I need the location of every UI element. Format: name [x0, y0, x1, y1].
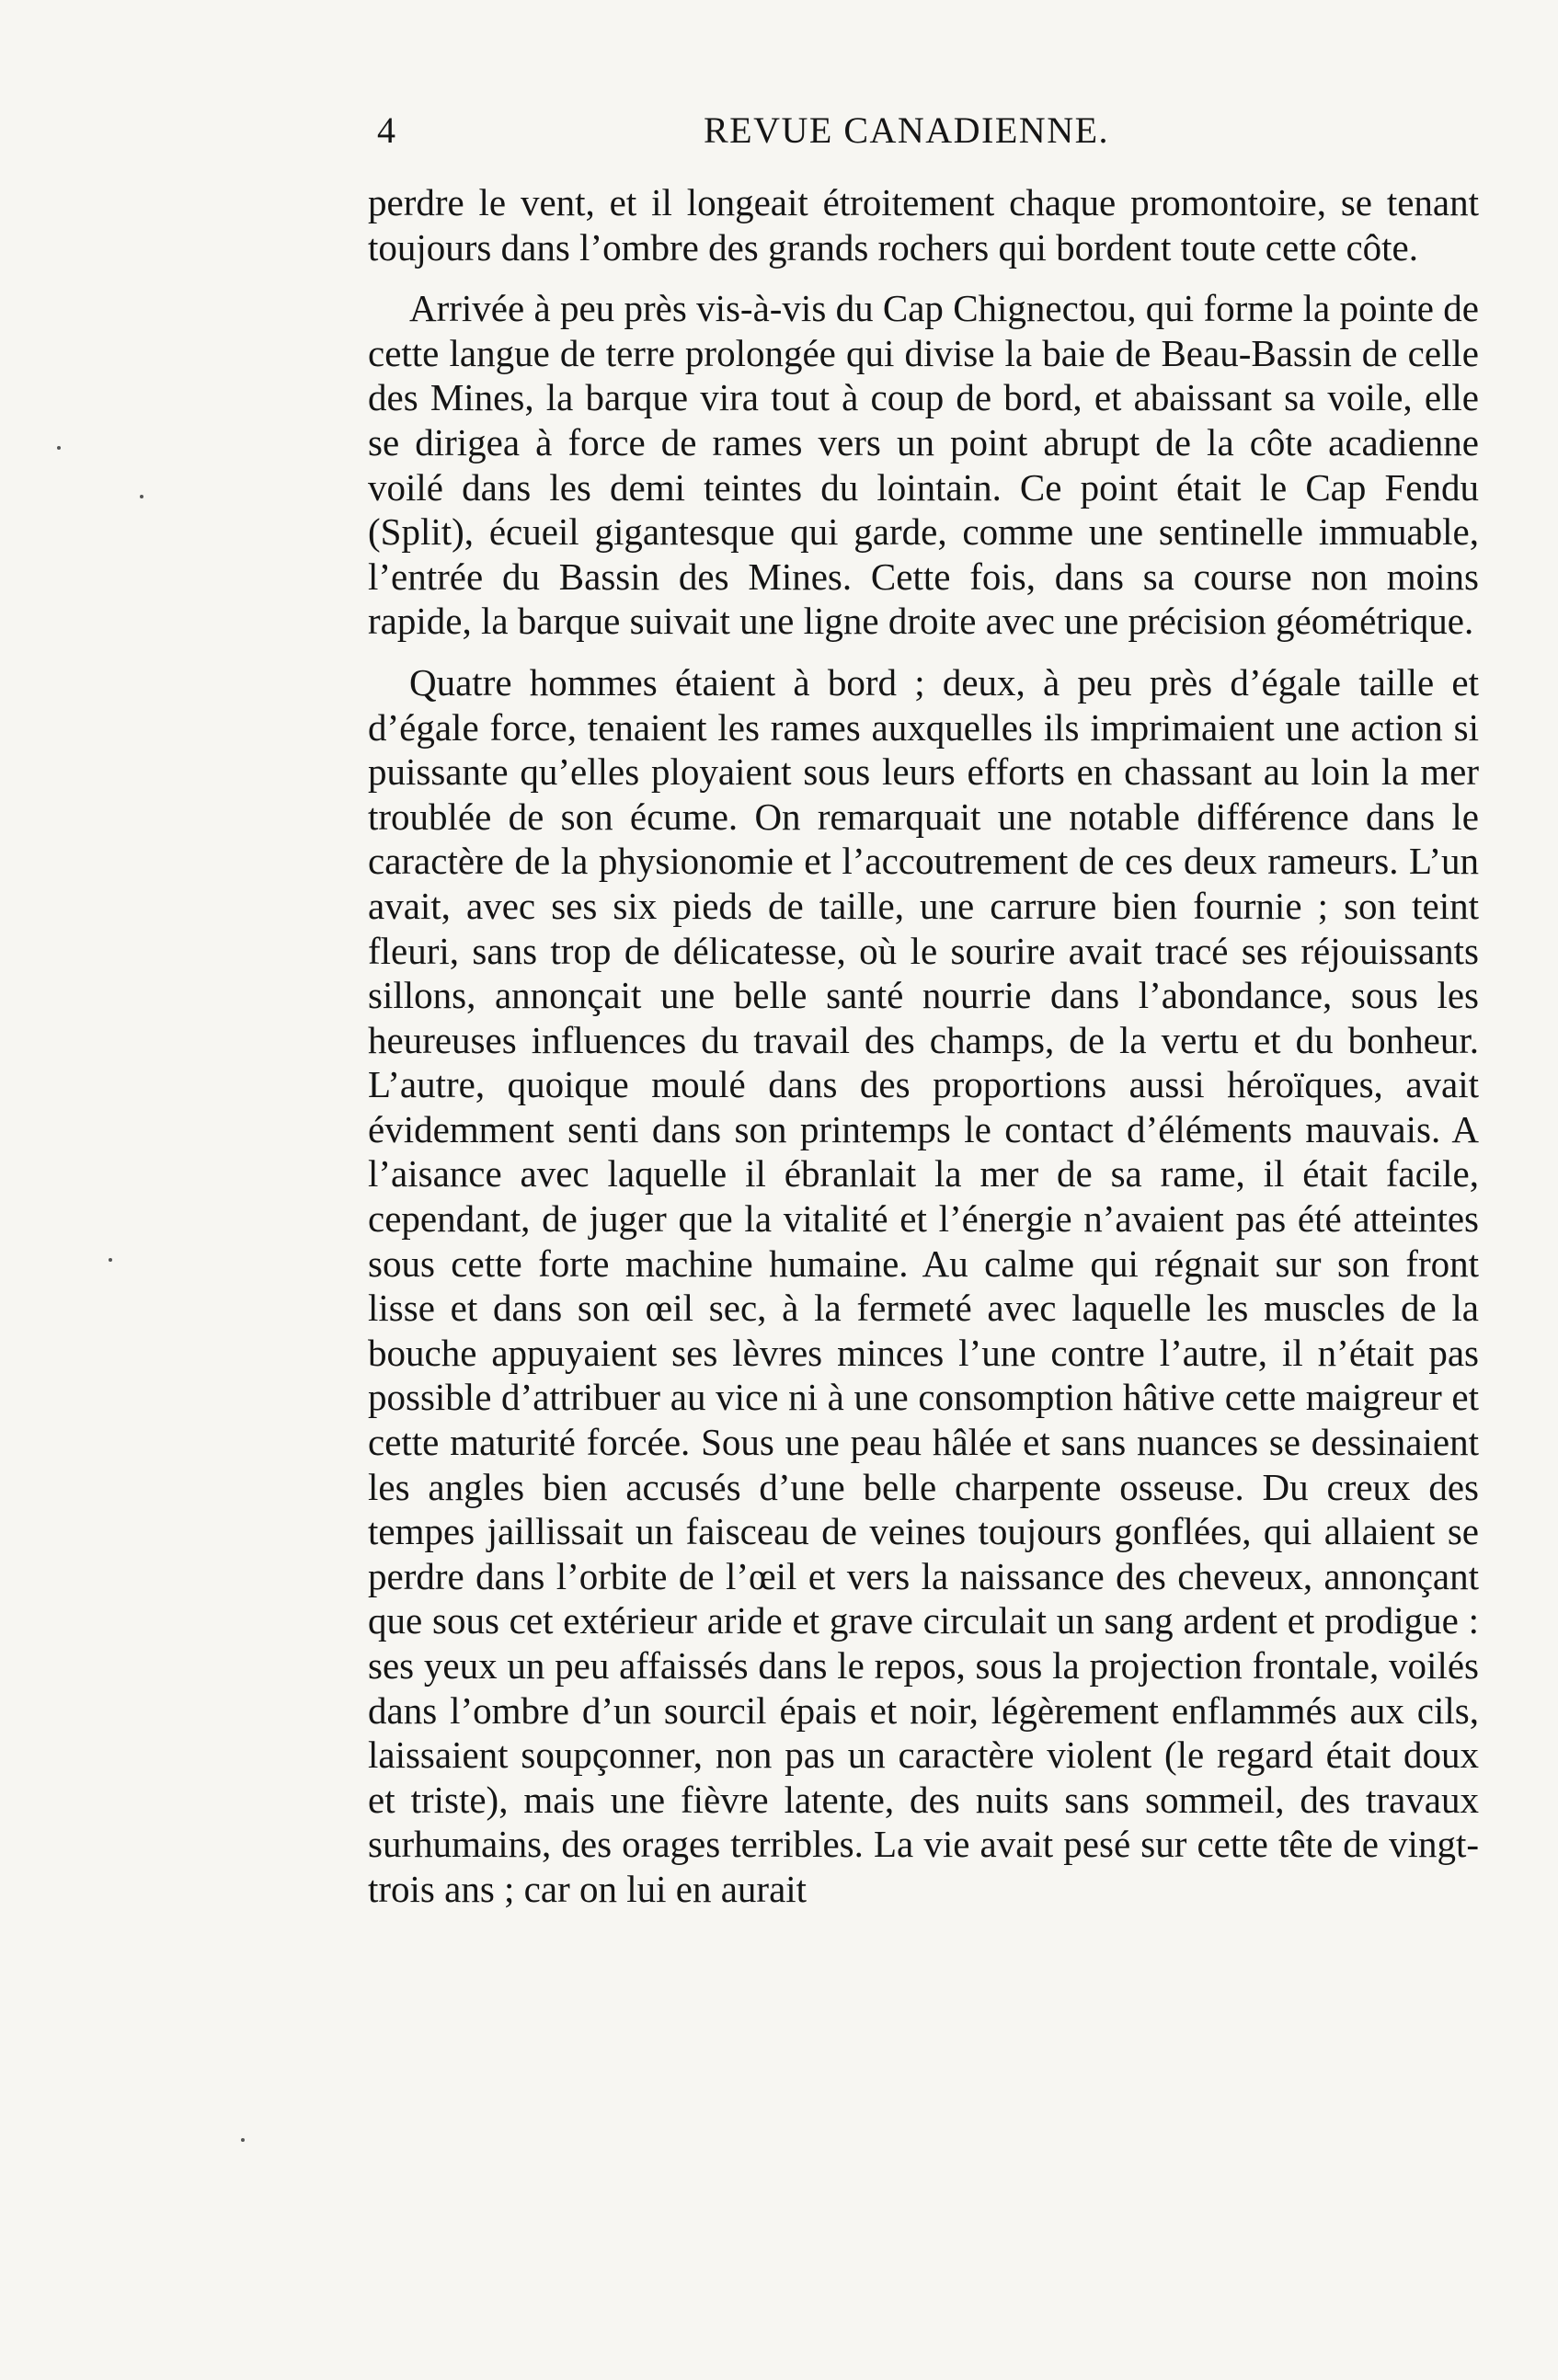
body-text	[368, 180, 1479, 1912]
print-speck	[241, 2138, 245, 2142]
paragraph-continuation: perdre le vent, et il longeait étroitement chaque promontoire, se tenant toujours dans l’ombre des grands rochers qui bordent toute cette côte.	[368, 181, 1479, 269]
paragraph-four-men: Quatre hommes étaient à bord ; deux, à peu près d’égale taille et d’égale force, tenaient les rames auxquelles ils imprimaient une action si puissante qu’elles ployaient sous leurs efforts en chassant au loin la mer troublée de son écume. On remarquait une notable différence dans le caractère de la physionomie et l’accoutrement de ces deux rameurs. L’un avait, avec ses six pieds de taille, une carrure bien fournie ; son teint fleuri, sans trop de délicatesse, où le sourire avait tracé ses réjouissants sillons, annonçait une belle santé nourrie dans l’abondance, sous les heureuses influences du travail des champs, de la vertu et du bonheur. L’autre, quoique moulé dans des proportions aussi héroïques, avait évidemment senti dans son printemps le contact d’éléments mauvais. A l’aisance avec laquelle il ébranlait la mer de sa rame, il était facile, cependant, de juger que la vitalité et l’énergie n’avaient pas été atteintes sous cette forte machine humaine. Au calme qui régnait sur son front lisse et dans son œil sec, à la fermeté avec laquelle les muscles de la bouche appuyaient ses lèvres minces l’une contre l’autre, il n’était pas possible d’attribuer au vice ni à une consomption hâtive cette maigreur et cette maturité forcée. Sous une peau hâlée et sans nuances se dessinaient les angles bien accusés d’une belle charpente osseuse. Du creux des tempes jaillissait un faisceau de veines toujours gonflées, qui allaient se perdre dans l’orbite de l’œil et vers la naissance des cheveux, annonçant que sous cet extérieur aride et grave circulait un sang ardent et prodigue : ses yeux un peu affaissés dans le repos, sous la projection frontale, voilés dans l’ombre d’un sourcil épais et noir, légèrement enflammés aux cils, laissaient soupçonner, non pas un caractère violent (le regard était doux et triste), mais une fièvre latente, des nuits sans sommeil, des travaux surhumains, des orages terribles. La vie avait pesé sur cette tête de vingt-trois ans ; car on lui en aurait	[368, 660, 1479, 1910]
print-speck	[140, 495, 143, 498]
page-number: 4	[377, 109, 396, 151]
running-title: REVUE CANADIENNE.	[704, 109, 1110, 151]
print-speck	[109, 1258, 112, 1262]
print-speck	[57, 446, 61, 450]
paragraph-cap-chignectou: Arrivée à peu près vis-à-vis du Cap Chignectou, qui forme la pointe de cette langue de terre prolongée qui divise la baie de Beau-Bassin de celle des Mines, la barque vira tout à coup de bord, et abaissant sa voile, elle se dirigea à force de rames vers un point abrupt de la côte acadienne voilé dans les demi teintes du lointain. Ce point était le Cap Fendu (Split), écueil gigantesque qui garde, comme une sentinelle immuable, l’entrée du Bassin des Mines. Cette fois, dans sa course non moins rapide, la barque suivait une ligne droite avec une précision géométrique.	[368, 287, 1479, 643]
page-header	[377, 109, 1150, 164]
